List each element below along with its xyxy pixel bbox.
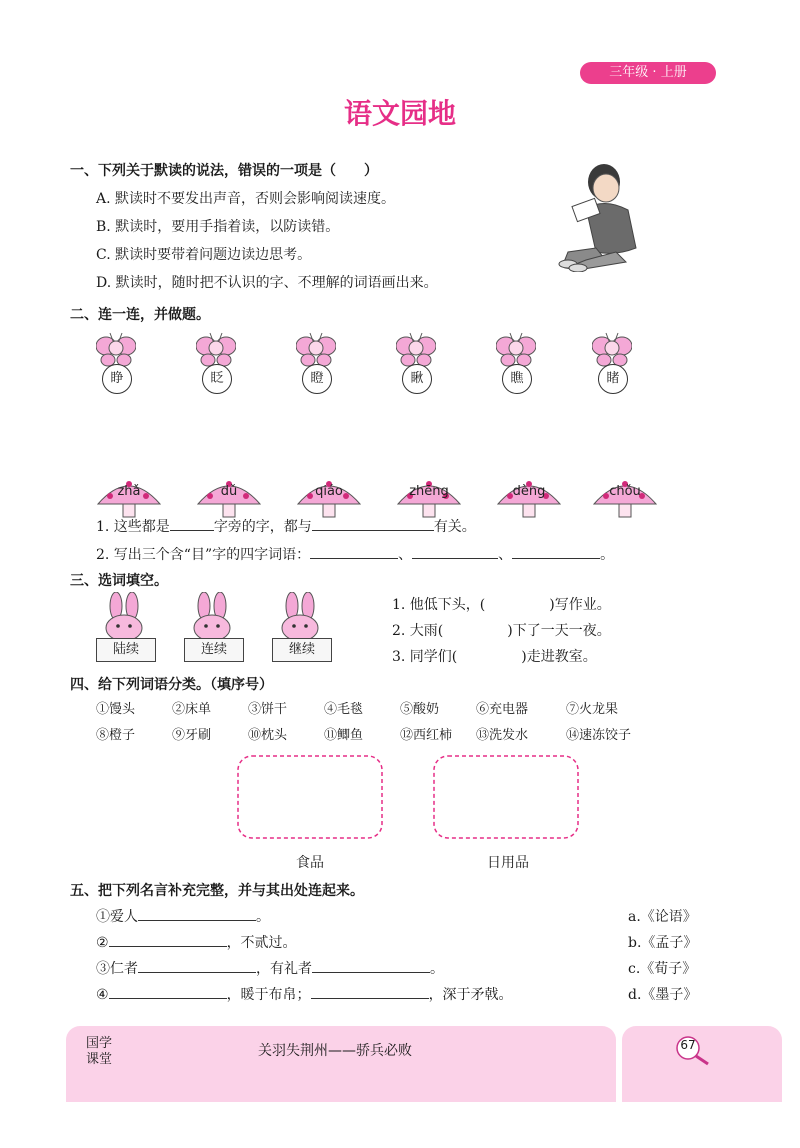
word-card: 继续 [272,638,332,662]
q3-sentence-2 [392,620,611,640]
source-c: c.《荀子》 [628,961,697,977]
pinyin-label: chǒu [609,484,641,499]
q5-line-1 [96,906,270,926]
butterfly-icon [96,330,136,368]
source-d: d.《墨子》 [628,987,698,1003]
quote-part: ② [96,935,109,951]
quote-part: 。 [430,961,444,977]
source-a: a.《论语》 [628,909,697,925]
word-item: ②床单 [172,702,212,717]
quote-part: 。 [256,909,270,925]
food-answer-box[interactable] [236,754,384,840]
footer-idiom: 关羽失荆州——骄兵必败 [258,1043,412,1059]
sentence-part: 1. 他低下头，( [392,597,486,613]
footer-panel [66,1026,616,1102]
butterfly-item [296,330,336,386]
q2-line1-text-c: 有关。 [433,519,476,535]
blank-meaning[interactable] [312,516,434,531]
q5-line-3 [96,958,444,978]
butterfly-icon [296,330,336,368]
q2-line1-text-a: 1. 这些都是 [96,519,170,535]
word-item: ⑧橙子 [96,728,136,743]
q1-option-b: B. 默读时，要用手指着读，以防读错。 [96,219,340,235]
rabbit-icon [184,592,244,640]
blank-word-3[interactable] [512,544,600,559]
daily-box-label: 日用品 [487,855,529,871]
quote-part: ④ [96,987,109,1003]
blank-word-2[interactable] [412,544,498,559]
quote-part: ③仁者 [96,961,138,977]
char-circle: 瞅 [402,364,432,394]
word-item: ⑬洗发水 [476,728,529,743]
blank-quote[interactable] [311,984,429,999]
q1-option-c: C. 默读时要带着问题边读边思考。 [96,247,312,263]
mushroom-item [296,474,362,518]
rabbit-icon [96,592,156,640]
rabbit-icon [272,592,332,640]
blank-quote[interactable] [312,958,430,973]
sentence-part: 2. 大雨( [392,623,444,639]
word-item: ⑪鲫鱼 [324,728,364,743]
mushroom-row [96,474,676,520]
word-item: ⑫西红柿 [400,728,453,743]
source-b: b.《孟子》 [628,935,698,951]
word-item: ④毛毯 [324,702,364,717]
pinyin-label: qiáo [315,484,343,499]
pinyin-label: dèng [512,484,546,499]
char-circle: 瞪 [302,364,332,394]
page-title: 语文园地 [343,97,456,130]
blank-radical[interactable] [170,516,214,531]
butterfly-icon [396,330,436,368]
sentence-part: )下了一天一夜。 [507,623,611,639]
word-item: ⑨牙刷 [172,728,212,743]
word-item: ①馒头 [96,702,136,717]
q2-line1-text-b: 字旁的字，都与 [213,519,312,535]
q3-heading: 三、选词填空。 [70,573,168,589]
q1-option-a: A. 默读时不要发出声音，否则会影响阅读速度。 [96,191,396,207]
q1-heading: 一、下列关于默读的说法，错误的一项是（ ） [70,163,378,179]
rabbit-item [184,592,244,657]
word-item: ⑩枕头 [248,728,288,743]
word-card: 连续 [184,638,244,662]
daily-answer-box[interactable] [432,754,580,840]
q3-sentence-1 [392,594,611,614]
q5-line-2 [96,932,297,952]
word-card: 陆续 [96,638,156,662]
quote-part: ，有礼者 [256,961,312,977]
word-item: ③饼干 [248,702,288,717]
word-item: ⑤酸奶 [400,702,440,717]
char-circle: 睁 [102,364,132,394]
mushroom-item [592,474,658,518]
butterfly-item [96,330,136,386]
pinyin-label: dǔ [220,484,238,499]
food-box-label: 食品 [296,855,324,871]
char-circle: 眨 [202,364,232,394]
butterfly-icon [592,330,632,368]
sentence-part: 3. 同学们( [392,649,458,665]
footer-tag [86,1036,112,1068]
butterfly-row [96,330,656,400]
footer-tag-line2: 课堂 [86,1052,113,1067]
page-number: 67 [680,1038,696,1052]
rabbit-item [96,592,156,657]
blank-quote[interactable] [138,958,256,973]
q4-heading: 四、给下列词语分类。（填序号） [70,677,273,693]
q5-line-4 [96,984,513,1004]
q2-heading: 二、连一连，并做题。 [70,307,210,323]
footer-tag-line1: 国学 [86,1036,113,1051]
quote-part: ①爱人 [96,909,138,925]
butterfly-icon [496,330,536,368]
quote-part: ，不贰过。 [226,935,297,951]
blank-quote[interactable] [109,932,227,947]
butterfly-item [592,330,632,386]
reading-boy-illustration [556,160,660,272]
q5-heading: 五、把下列名言补充完整，并与其出处连起来。 [70,883,364,899]
q1-option-d: D. 默读时，随时把不认识的字、不理解的词语画出来。 [96,275,438,291]
word-item: ⑭速冻饺子 [566,728,632,743]
word-item: ⑦火龙果 [566,702,619,717]
grade-badge: 三年级 · 上册 [580,62,716,84]
butterfly-item [196,330,236,386]
q2-line2-text-a: 2. 写出三个含“目”字的四字词语： [96,547,311,563]
q2-line2 [96,544,614,564]
mushroom-item [496,474,562,518]
quote-part: ，深于矛戟。 [428,987,513,1003]
word-item: ⑥充电器 [476,702,529,717]
sentence-part: )走进教室。 [521,649,597,665]
butterfly-icon [196,330,236,368]
blank-quote[interactable] [138,906,256,921]
char-circle: 睹 [598,364,628,394]
q3-sentence-3 [392,646,597,666]
rabbit-item [272,592,332,657]
mushroom-item [96,474,162,518]
mushroom-item [396,474,462,518]
pinyin-label: zhǎ [117,484,141,499]
quote-part: ，暖于布帛； [226,987,311,1003]
blank-word-1[interactable] [310,544,398,559]
end-mark: 。 [600,547,615,563]
char-circle: 瞧 [502,364,532,394]
mushroom-item [196,474,262,518]
sentence-part: )写作业。 [549,597,611,613]
q2-line1 [96,516,476,536]
butterfly-item [396,330,436,386]
pinyin-label: zhēng [409,484,449,499]
separator: 、 [398,547,413,563]
separator: 、 [498,547,513,563]
butterfly-item [496,330,536,386]
blank-quote[interactable] [109,984,227,999]
